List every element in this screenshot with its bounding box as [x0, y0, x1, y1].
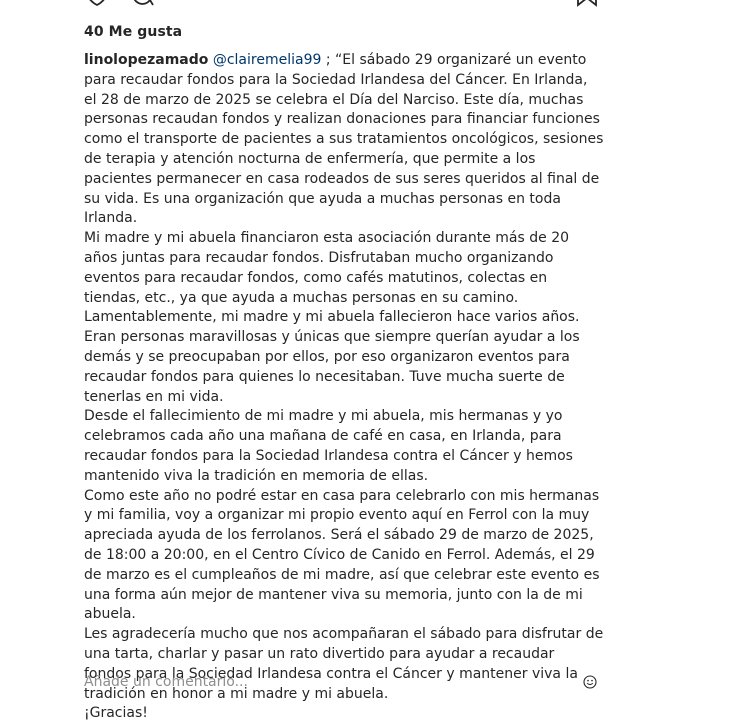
comment-bar	[84, 668, 598, 696]
post-caption	[84, 51, 604, 724]
likes-count[interactable]: 40 Me gusta	[84, 24, 183, 40]
caption-mention[interactable]: @clairemelia99	[212, 52, 322, 68]
caption-username[interactable]: linolopezamado	[84, 52, 209, 68]
emoji-icon[interactable]	[582, 674, 598, 690]
heart-icon[interactable]	[86, 0, 108, 11]
comment-input[interactable]	[84, 670, 582, 694]
comment-icon[interactable]	[130, 0, 154, 11]
caption-text: ; “El sábado 29 organizaré un evento para recaudar fondos para la Sociedad Irlandesa del Cáncer. En Irlanda, el 28 de marzo de 2025 se celebra el Día del Narciso. Este día, muchas personas recaudan fondos y realizan donaciones para financiar funciones como el transporte de pacientes a sus tratamientos oncológicos, sesiones de terapia y atención nocturna de enfermería, que permite a los pacientes permanecer en casa rodeados de sus seres queridos al final de su vida. Es una organización que ayuda a muchas personas en toda Irlanda. Mi madre y mi abuela financiaron esta asociación durante más de 20 años juntas para recaudar fondos. Disfrutaban mucho organizando eventos para recaudar fondos, como cafés matutinos, colectas en tiendas, etc., ya que ayuda a muchas personas en su camino. Lamentablemente, mi madre y mi abuela fallecieron hace varios años. Eran personas maravillosas y únicas que siempre querían ayudar a los demás y se preocupaban por ellos, por eso organizaron eventos para recaudar fondos para quienes lo necesitaban. Tuve mucha suerte de tenerlas en mi vida. Desde el fallecimiento de mi madre y mi abuela, mis hermanas y yo celebramos cada año una mañana de café en casa, en Irlanda, para recaudar fondos para la Sociedad Irlandesa contra el Cáncer y hemos mantenido viva la tradición en memoria de ellas. Como este año no podré estar en casa para celebrarlo con mis hermanas y mi familia, voy a organizar mi propio evento aquí en Ferrol con la muy apreciada ayuda de los ferrolanos. Será el sábado 29 de marzo de 2025, de 18:00 a 20:00, en el Centro Cívico de Canido en Ferrol. Además, el 29 de marzo es el cumpleaños de mi madre, así que celebrar este evento es una forma aún mejor de mantener viva su memoria, junto con la de mi abuela. Les agradecería mucho que nos acompañaran el sábado para disfrutar de una tarta, charlar y pasar un rato divertido para ayudar a recaudar fondos para la Sociedad Irlandesa contra el Cáncer y mantener viva la tradición en honor a mi madre y mi abuela. ¡Gracias!	[84, 52, 604, 722]
action-bar	[0, 0, 733, 6]
bookmark-icon[interactable]	[576, 0, 598, 11]
